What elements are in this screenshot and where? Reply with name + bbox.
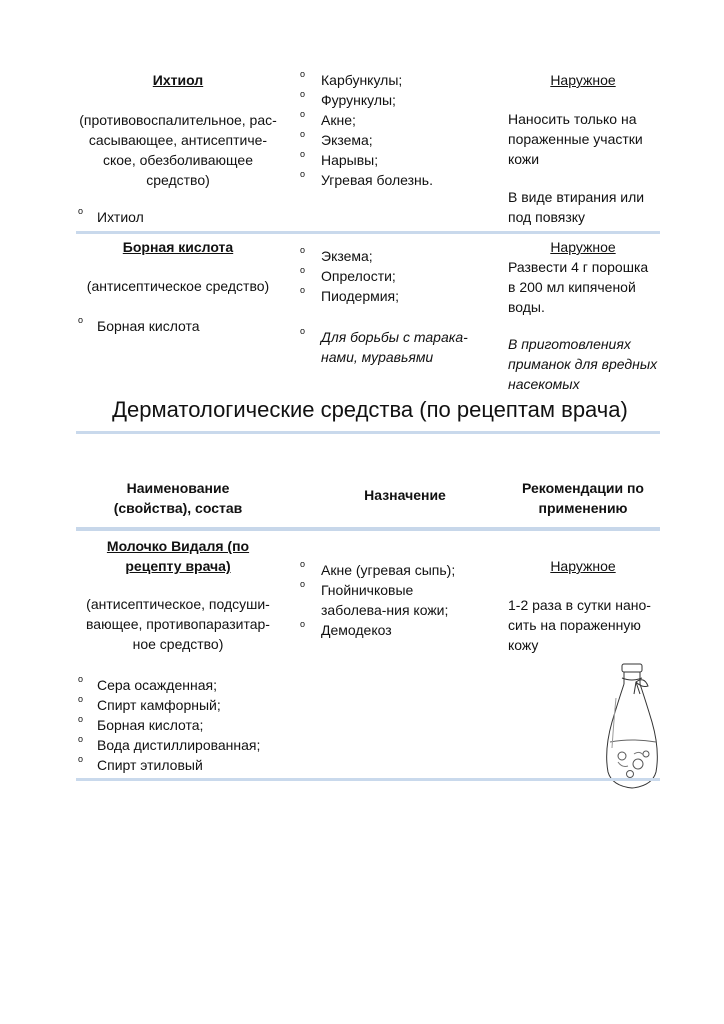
list-item: o Акне; <box>300 109 356 128</box>
list-item: o Фурункулы; <box>300 89 396 108</box>
boric-properties: (антисептическое средство) <box>86 278 270 294</box>
list-item: o Спирт камфорный; <box>78 694 221 713</box>
header-divider <box>76 527 660 531</box>
boric-indications-list <box>300 245 491 306</box>
bottle-body <box>607 684 658 788</box>
vidal-rec-1: 1-2 раза в сутки нано-сить на пораженную кожу <box>508 597 651 653</box>
ichthyol-indications-list <box>300 69 491 190</box>
list-item: o Гнойничковые заболева-ния кожи; <box>300 579 449 618</box>
ichthyol-rec-2: В виде втирания или под повязку <box>508 189 645 225</box>
vidal-composition-list <box>78 674 282 775</box>
bottle-cap <box>622 664 642 672</box>
ichthyol-use-type: Наружное <box>550 72 616 88</box>
boric-composition-list <box>78 315 277 336</box>
bottle-illustration <box>598 658 666 794</box>
ichthyol-composition-list <box>78 206 277 227</box>
list-item: o Борная кислота <box>78 315 200 334</box>
header-name-column: Наименование (свойства), состав <box>113 480 243 516</box>
row-divider <box>76 231 660 234</box>
ichthyol-rec-1: Наносить только на пораженные участки кожи <box>508 111 643 167</box>
list-item: o Акне (угревая сыпь); <box>300 559 456 578</box>
boric-use-type: Наружное <box>550 239 616 255</box>
list-item: o Нарывы; <box>300 149 379 168</box>
list-item: o Демодекоз <box>300 619 392 638</box>
list-item: o Для борьбы с тарака-нами, муравьями <box>300 326 468 365</box>
vidal-properties: (антисептическое, подсуши-вающее, противопаразитар-ное средство) <box>86 596 270 652</box>
header-recommendations-column: Рекомендации по применению <box>522 480 644 516</box>
list-item: o Пиодермия; <box>300 285 400 304</box>
section-title: Дерматологические средства (по рецептам врача) <box>112 397 628 422</box>
list-item: o Спирт этиловый <box>78 754 203 773</box>
title-underline <box>76 431 660 434</box>
flower-icon <box>618 752 626 760</box>
ichthyol-properties: (противовоспалительное, рас-сасывающее, антисептиче-ское, обезболивающее средство) <box>79 112 277 188</box>
boric-rec-1: Развести 4 г порошка в 200 мл кипяченой воды. <box>508 259 649 315</box>
list-item: o Карбункулы; <box>300 69 403 88</box>
list-item: o Вода дистиллированная; <box>78 734 261 753</box>
list-item: o Борная кислота; <box>78 714 204 733</box>
vidal-use-type: Наружное <box>550 558 616 574</box>
boric-rec-2: В приготовлениях приманок для вредных насекомых <box>508 336 658 392</box>
vidal-indications-list <box>300 559 481 640</box>
boric-extra-list <box>300 326 486 367</box>
boric-name: Борная кислота <box>122 239 234 255</box>
list-item: o Опрелости; <box>300 265 396 284</box>
vidal-name: Молочко Видаля (по рецепту врача) <box>106 538 250 574</box>
list-item: o Экзема; <box>300 245 373 264</box>
header-purpose-column: Назначение <box>364 487 446 503</box>
bottom-rule <box>76 778 660 781</box>
list-item: o Экзема; <box>300 129 373 148</box>
ichthyol-name: Ихтиол <box>152 72 204 88</box>
list-item: o Сера осажденная; <box>78 674 217 693</box>
list-item: o Угревая болезнь. <box>300 169 433 188</box>
ribbon-bow-icon <box>636 680 648 687</box>
list-item: o Ихтиол <box>78 206 144 225</box>
